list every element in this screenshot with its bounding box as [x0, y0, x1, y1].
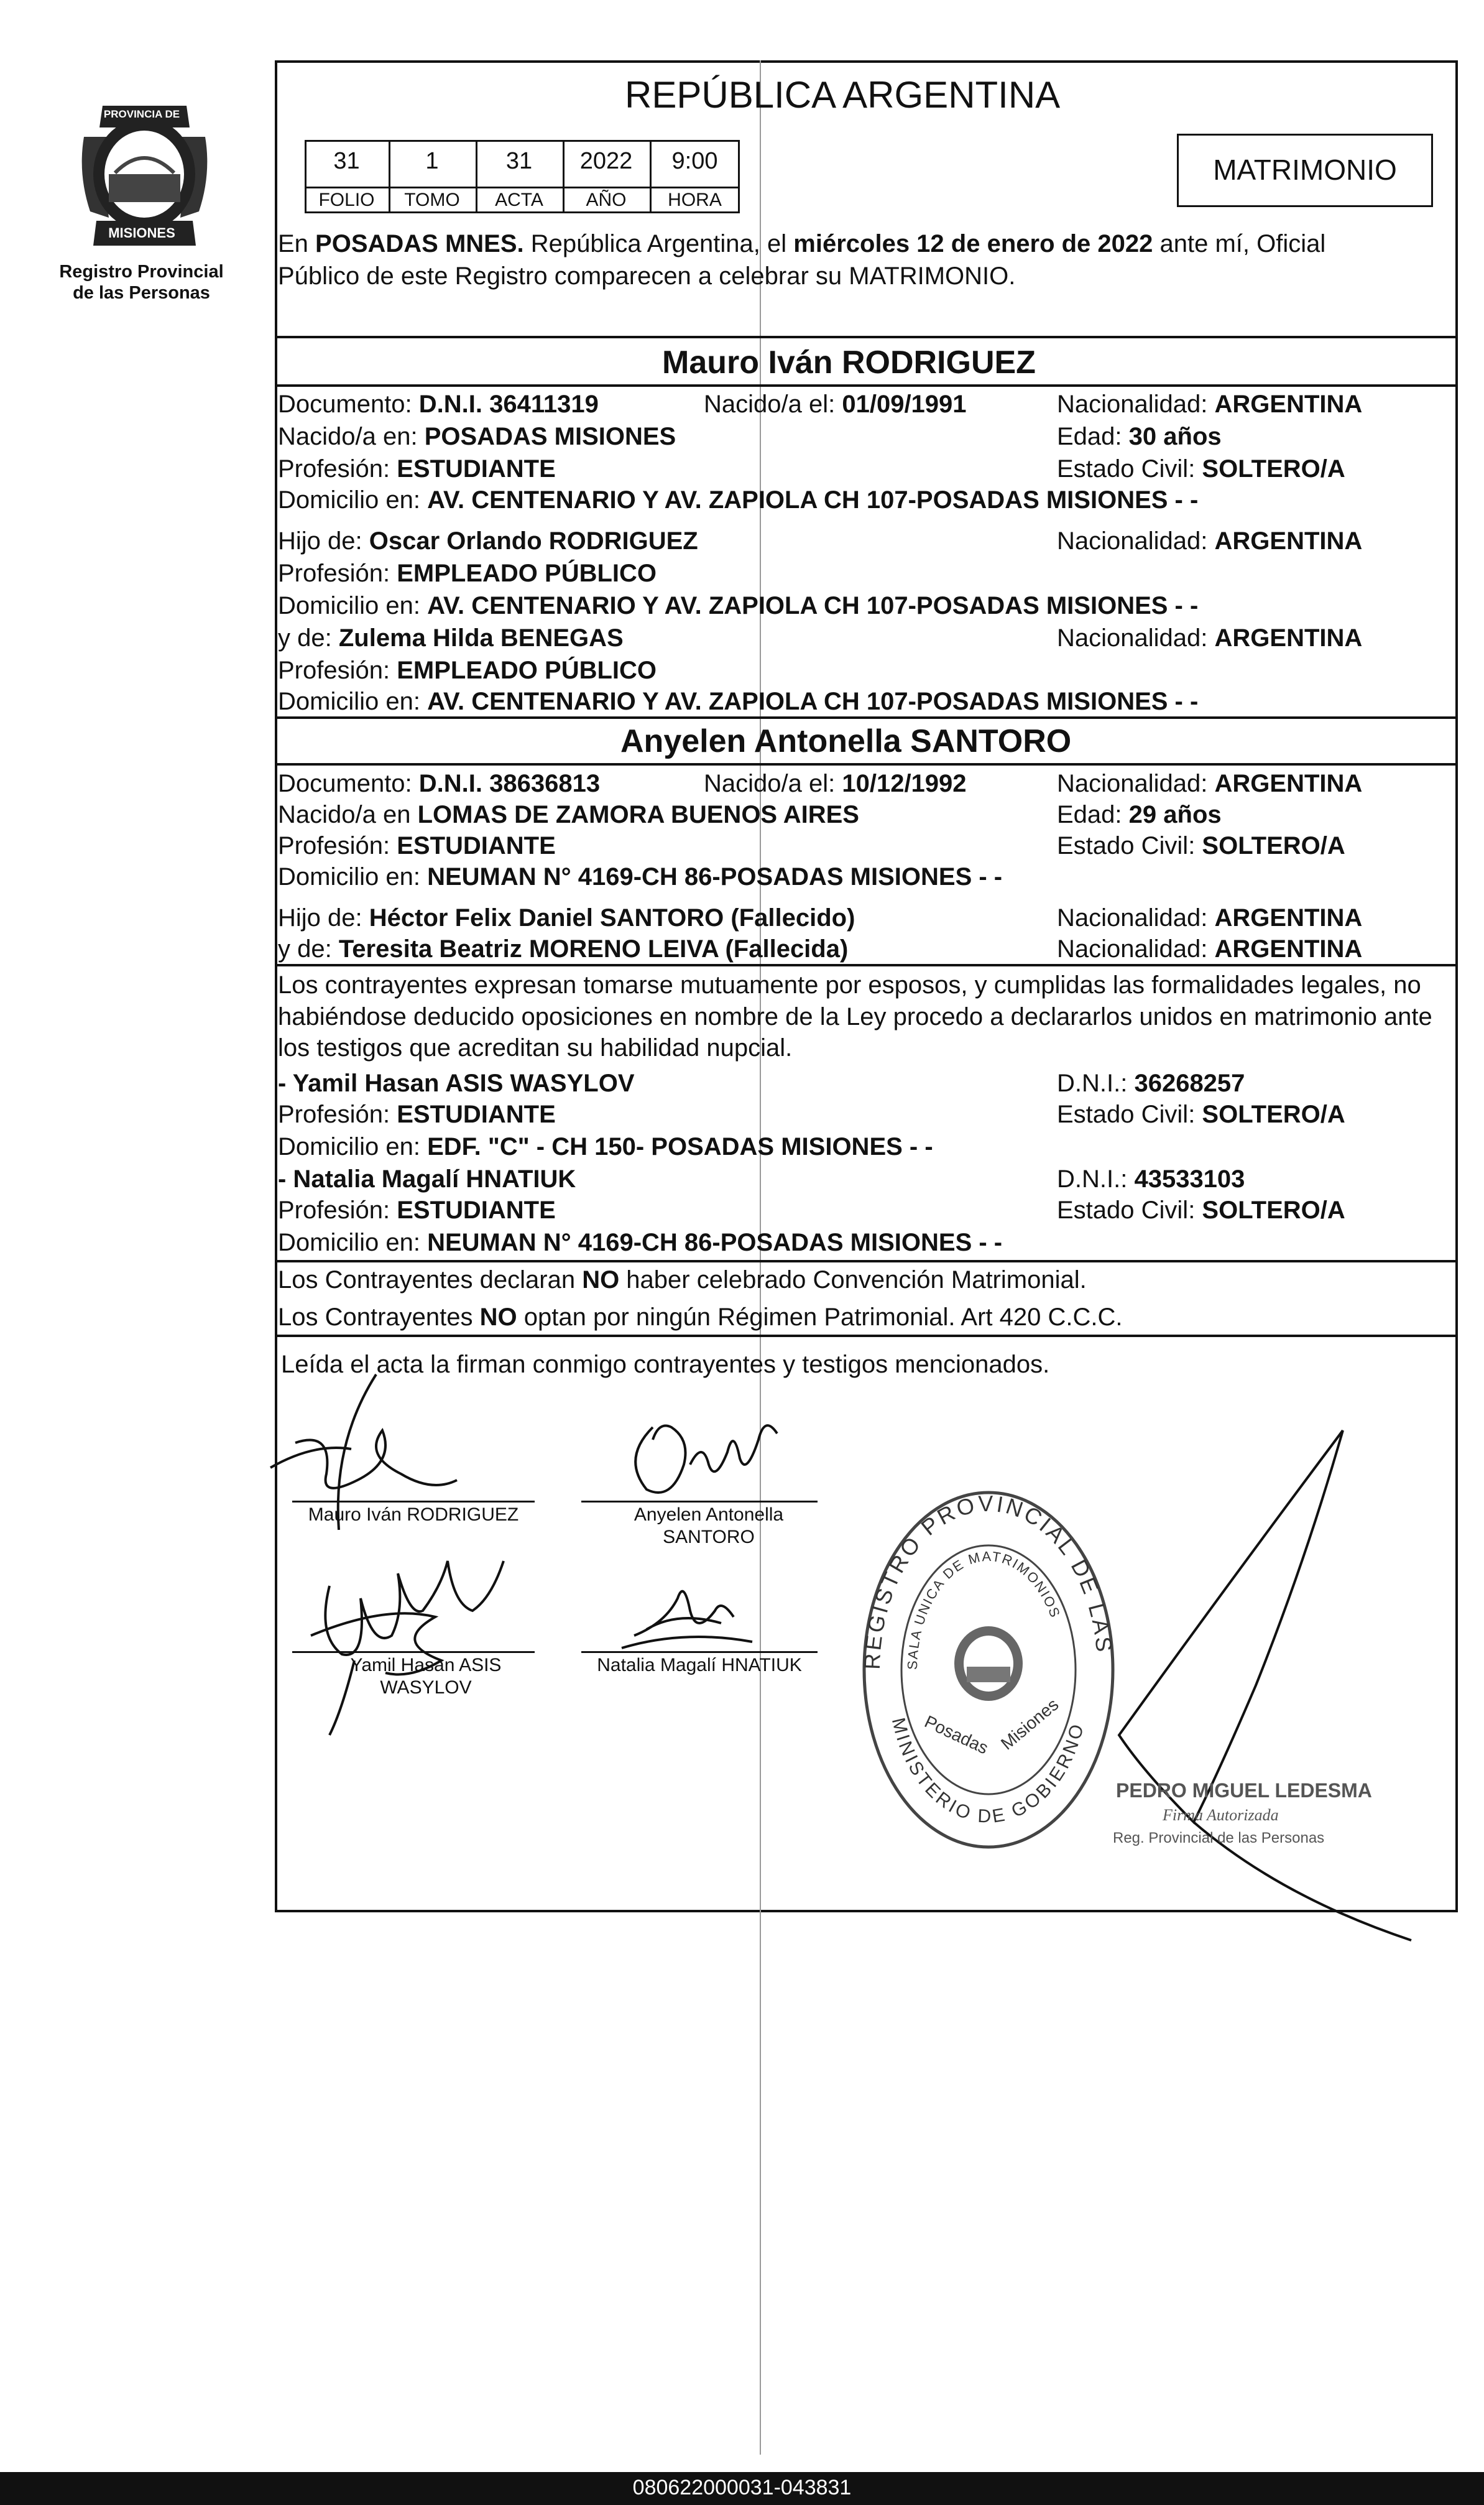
signature-label-2a: Anyelen Antonella [634, 1504, 784, 1525]
hour-label: HORA [668, 190, 722, 210]
registry-label-1: Registro Provincial [59, 262, 224, 282]
acta-value: 31 [505, 148, 533, 174]
signature-label-3a: Yamil Hasan ASIS [350, 1655, 502, 1675]
convention-line-1: Los Contrayentes declaran NO haber celebrado Convención Matrimonial. [278, 1266, 1087, 1294]
stamp-seal-icon [844, 1463, 1122, 1856]
declaration-line-3: los testigos que acreditan su habilidad nupcial. [278, 1034, 793, 1062]
signature-yamil-icon [292, 1536, 541, 1741]
intro-line-1: En POSADAS MNES. República Argentina, el miércoles 12 de enero de 2022 ante mí, Oficial [278, 230, 1326, 257]
footer-barcode-bar [0, 2472, 1484, 2505]
folio-label: FOLIO [318, 190, 375, 210]
record-type-box [1177, 134, 1433, 207]
closing-text: Leída el acta la firman conmigo contrayentes y testigos mencionados. [281, 1351, 1050, 1378]
signature-label-4: Natalia Magalí HNATIUK [597, 1655, 802, 1675]
signature-label-1: Mauro Iván RODRIGUEZ [308, 1504, 519, 1525]
tomo-value: 1 [425, 148, 439, 174]
stamp-bottom-text: MINISTERIO DE GOBIERNO [887, 1716, 1089, 1827]
year-value: 2022 [579, 148, 633, 174]
signature-natalia-icon [609, 1561, 771, 1660]
officer-name: PEDRO MIGUEL LEDESMA [1116, 1779, 1372, 1802]
folio-value: 31 [333, 148, 360, 174]
signature-label-2b: SANTORO [663, 1527, 755, 1547]
spouse2-name: Anyelen Antonella SANTORO [620, 723, 1072, 759]
fold-line [760, 60, 761, 2455]
tomo-label: TOMO [404, 190, 460, 210]
seal-bottom-text: MISIONES [108, 225, 175, 241]
declaration-line-2: habiéndose deducido oposiciones en nombre de la Ley procedo a declararlos unidos en matrimonio ante [278, 1003, 1432, 1030]
stamp-ring-text: REGISTRO PROVINCIAL DE LAS PERSONAS [844, 1463, 1118, 1670]
registry-label-2: de las Personas [73, 283, 210, 303]
seal-top-text: PROVINCIA DE [103, 108, 180, 120]
stamp-inner-text: SALA UNICA DE MATRIMONIOS [904, 1548, 1064, 1670]
footer-code: 080622000031-043831 [632, 2476, 852, 2499]
spouse1-name: Mauro Iván RODRIGUEZ [662, 345, 1036, 381]
page-title: REPÚBLICA ARGENTINA [625, 74, 1061, 116]
stamp-city: Posadas [921, 1711, 992, 1758]
hour-value: 9:00 [671, 148, 718, 174]
officer-role: Firma Autorizada [1163, 1806, 1279, 1824]
convention-line-2: Los Contrayentes NO optan por ningún Régimen Patrimonial. Art 420 C.C.C. [278, 1303, 1123, 1331]
acta-label: ACTA [495, 190, 543, 210]
declaration-line-1: Los contrayentes expresan tomarse mutuamente por esposos, y cumplidas las formalidades legales, no [278, 971, 1421, 999]
stamp-province: Misiones [997, 1694, 1062, 1754]
record-type: MATRIMONIO [1213, 154, 1397, 186]
signature-label-3b: WASYLOV [380, 1677, 472, 1698]
year-label: AÑO [586, 190, 627, 210]
svg-text:MINISTERIO DE GOBIERNO [888, 1716, 1089, 1827]
intro-line-2: Público de este Registro comparecen a celebrar su MATRIMONIO. [278, 262, 1016, 290]
officer-org: Reg. Provincial de las Personas [1113, 1830, 1325, 1846]
signature-anyelen-icon [615, 1402, 802, 1514]
officer-signature-icon [1107, 1424, 1417, 1947]
